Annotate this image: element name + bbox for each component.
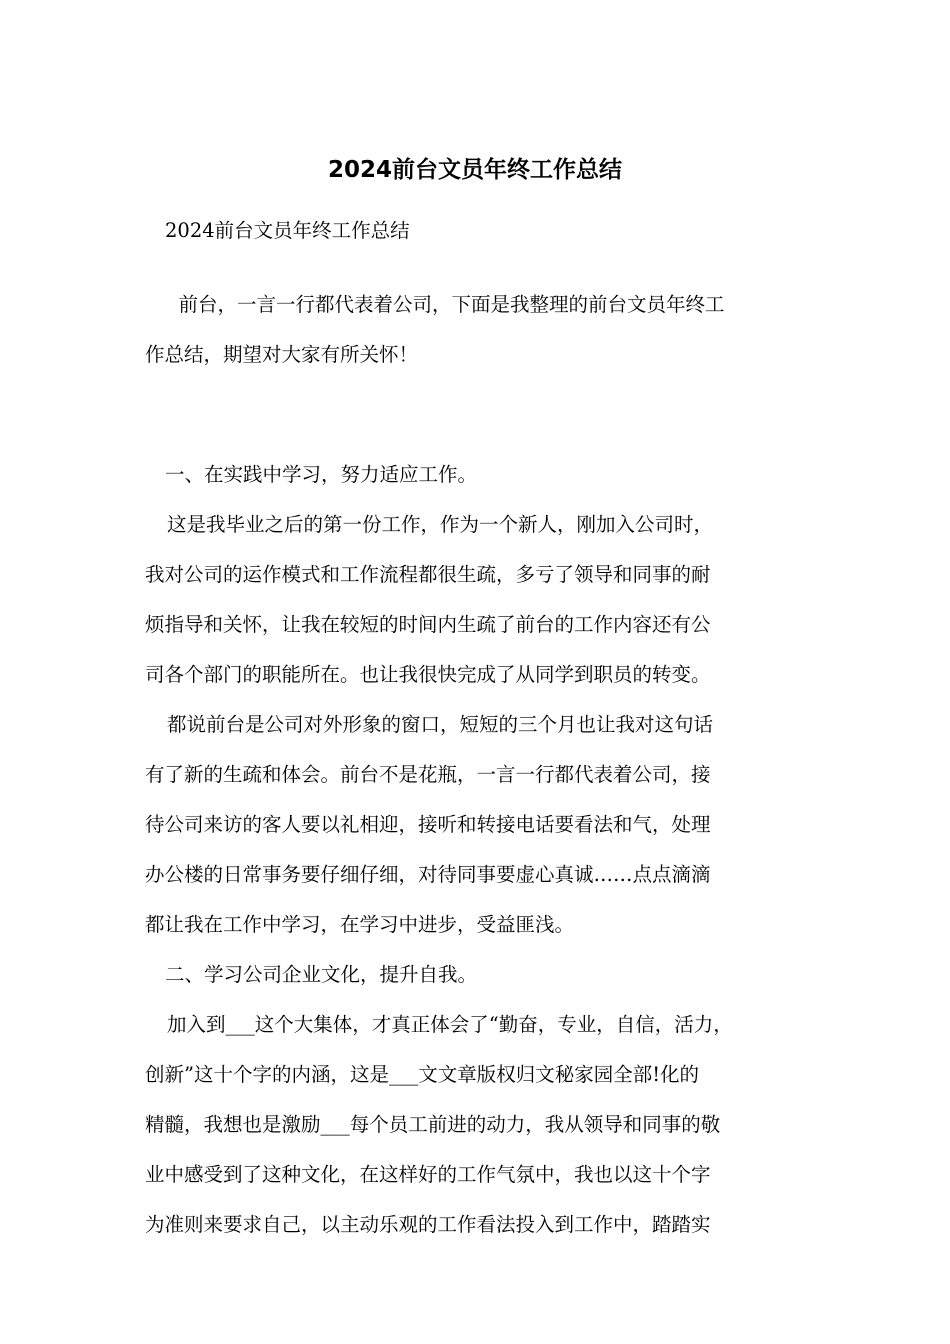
document-body [145, 206, 811, 1250]
document-title: 2024前台文员年终工作总结 [327, 157, 622, 183]
paragraph-1-line: 烦指导和关怀，让我在较短的时间内生疏了前台的工作内容还有公 [145, 613, 711, 636]
intro-line-1: 前台，一言一行都代表着公司，下面是我整理的前台文员年终工 [159, 293, 725, 316]
paragraph-3-line: 创新”这十个字的内涵，这是___文文章版权归文秘家园全部!化的 [145, 1063, 700, 1086]
paragraph-2-line: 待公司来访的客人要以礼相迎，接听和转接电话要看法和气，处理 [145, 813, 711, 836]
paragraph-2-line: 有了新的生疏和体会。前台不是花瓶，一言一行都代表着公司，接 [145, 763, 711, 786]
intro-line-2: 作总结，期望对大家有所关怀！ [145, 343, 419, 366]
paragraph-1-line: 我对公司的运作模式和工作流程都很生疏，多亏了领导和同事的耐 [145, 563, 711, 586]
paragraph-3-line: 加入到___这个大集体，才真正体会了“勤奋，专业，自信，活力， [167, 1013, 733, 1036]
paragraph-2-line: 都说前台是公司对外形象的窗口，短短的三个月也让我对这句话 [167, 713, 714, 736]
section-2-heading: 二、学习公司企业文化，提升自我。 [165, 963, 478, 986]
paragraph-2-line: 办公楼的日常事务要仔细仔细，对待同事要虚心真诚……点点滴滴 [145, 863, 711, 886]
paragraph-1-line: 司各个部门的职能所在。也让我很快完成了从同学到职员的转变。 [145, 663, 711, 686]
paragraph-2-line: 都让我在工作中学习，在学习中进步，受益匪浅。 [145, 913, 575, 936]
paragraph-3-line: 为准则来要求自己，以主动乐观的工作看法投入到工作中，踏踏实 [145, 1213, 711, 1236]
document-subtitle: 2024前台文员年终工作总结 [165, 219, 410, 242]
paragraph-1-line: 这是我毕业之后的第一份工作，作为一个新人，刚加入公司时， [167, 513, 714, 536]
paragraph-3-line: 业中感受到了这种文化，在这样好的工作气氛中，我也以这十个字 [145, 1163, 711, 1186]
paragraph-3-line: 精髓，我想也是激励___每个员工前进的动力，我从领导和同事的敬 [145, 1113, 721, 1136]
section-1-heading: 一、在实践中学习，努力适应工作。 [165, 463, 478, 486]
